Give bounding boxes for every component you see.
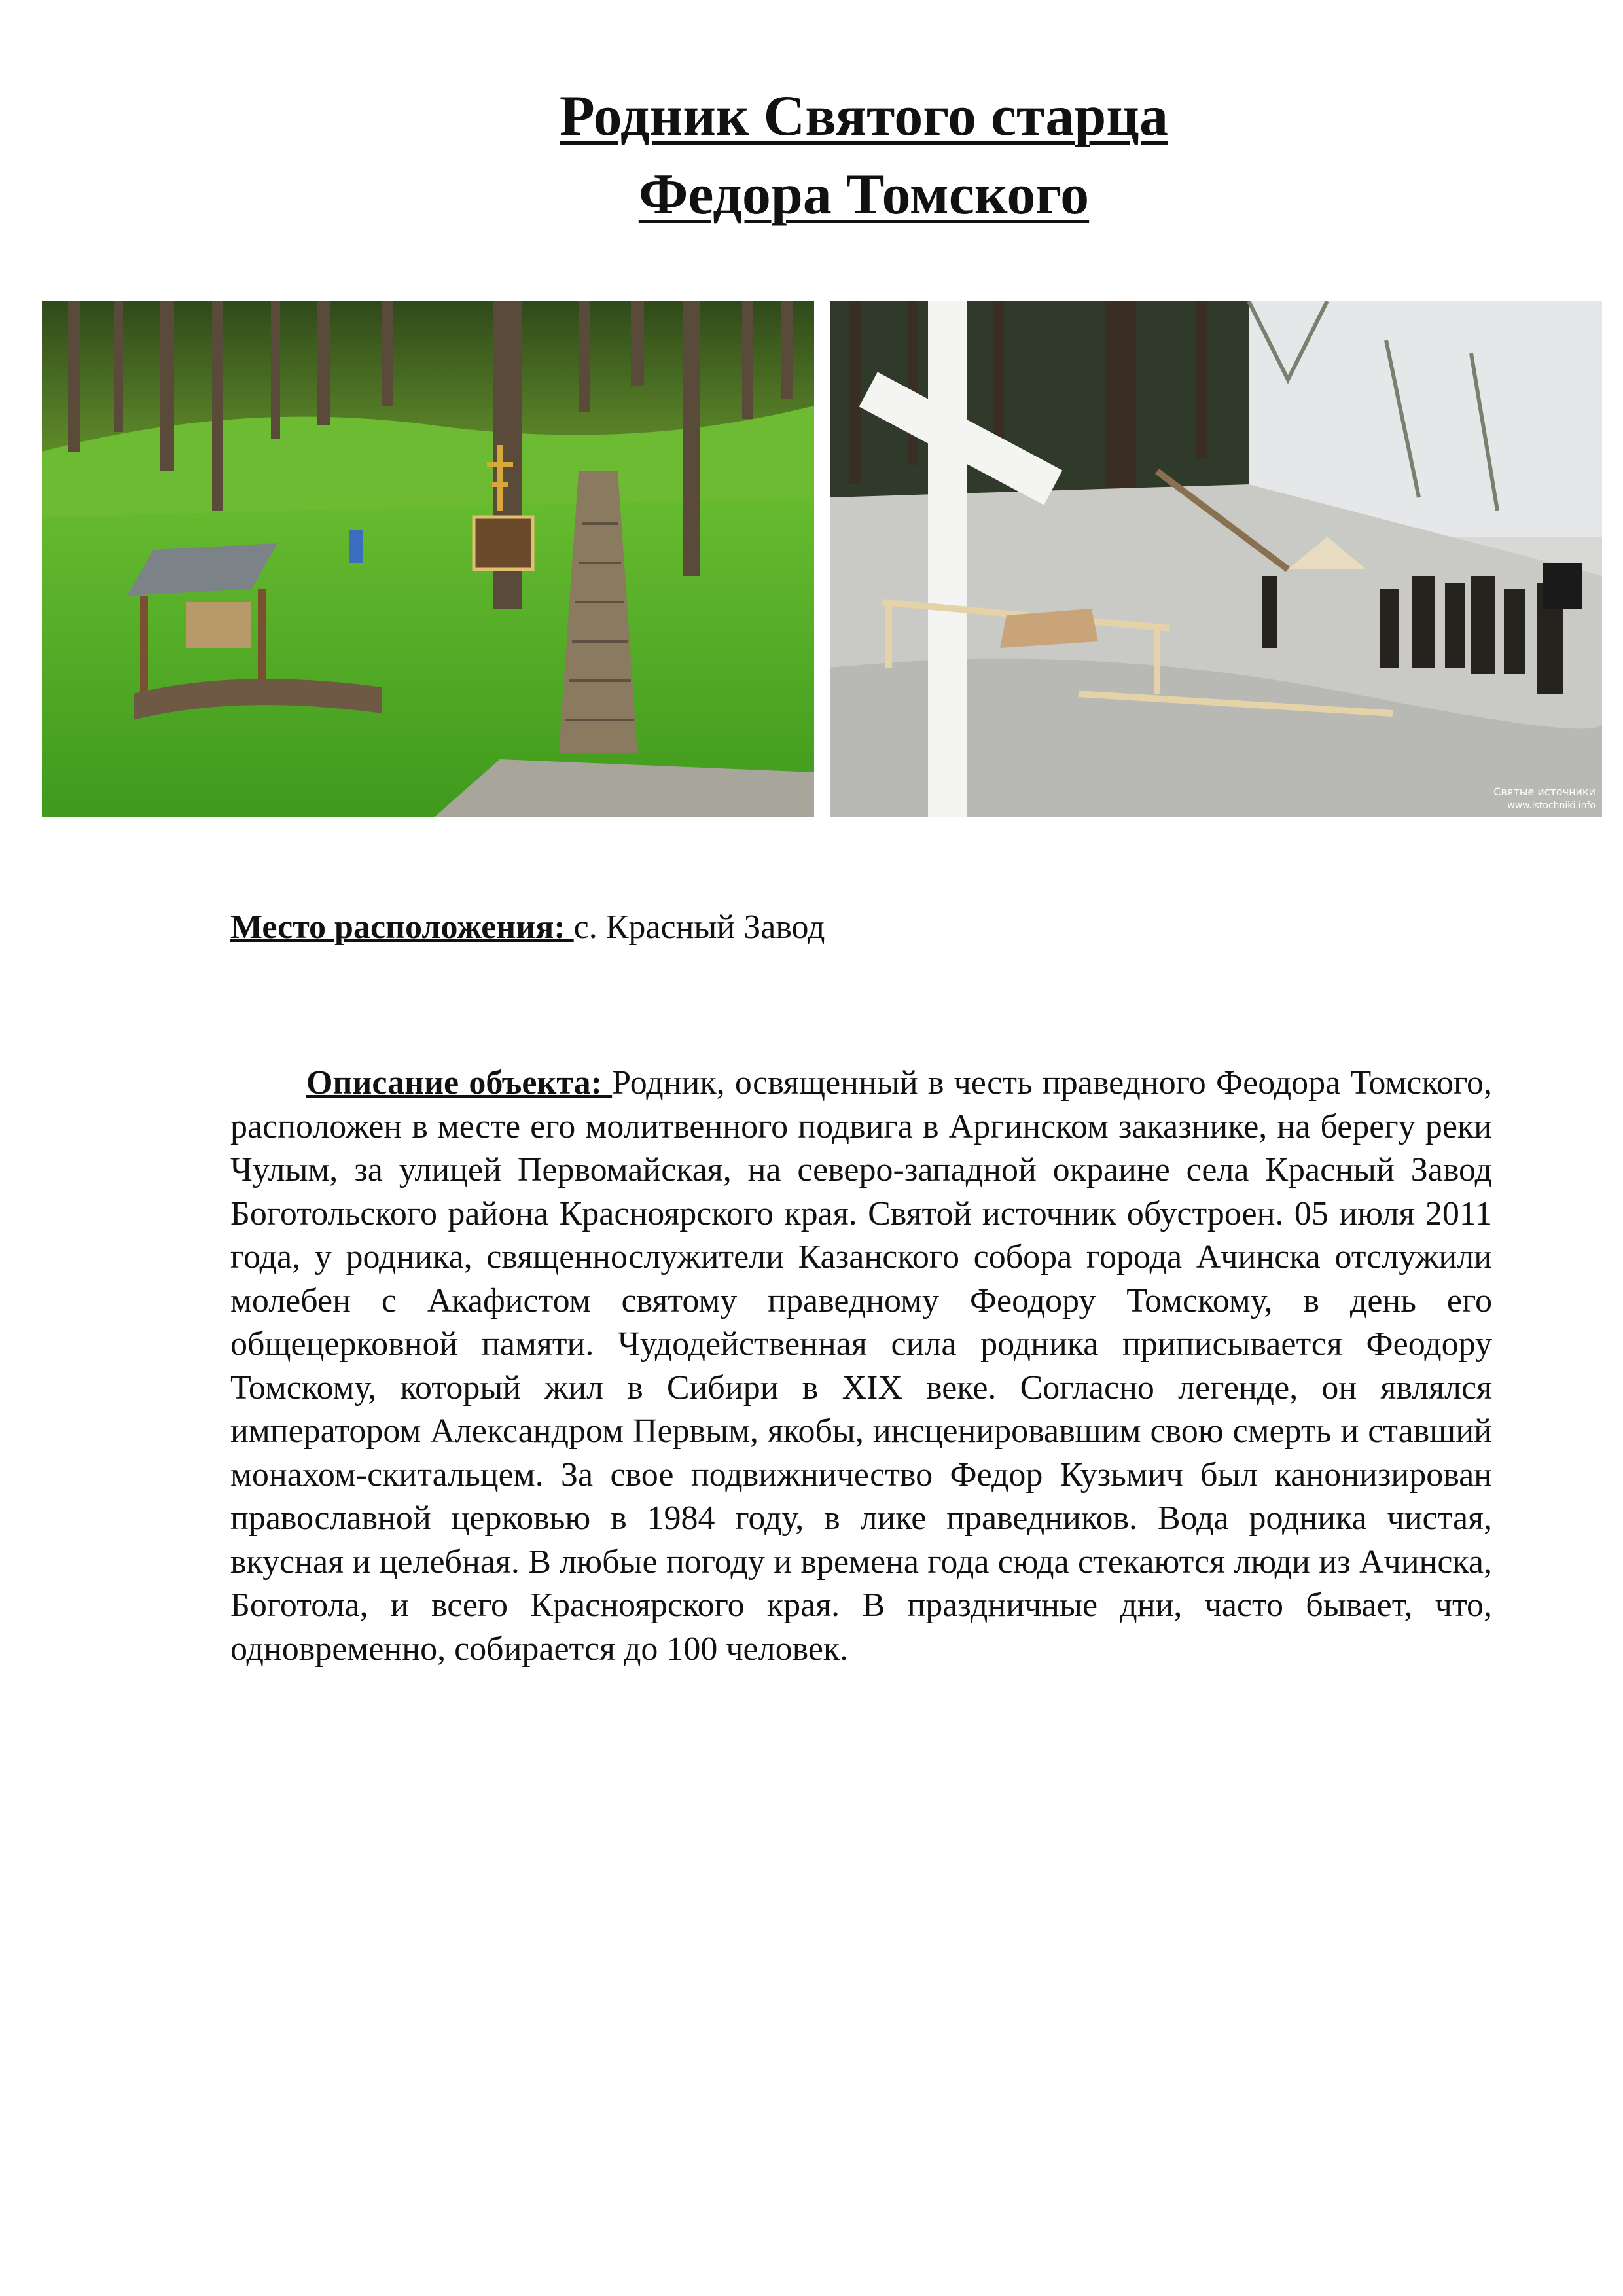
location-label: Место расположения: [230,908,574,946]
spring-winter-photo [830,301,1602,817]
description-text: Родник, освященный в честь праведного Феодора Томского, расположен в месте его молитвенного подвига в Аргинском заказнике, на берегу реки Чулым, за улицей Первомайская, на северо-западной окраине села Красный Завод Боготольского района Красноярского края. Святой источник обустроен. 05 июля 2011 года, у родника, священнослужители Казанского собора города Ачинска отслужили молебен с Акафистом святому праведному Феодору Томскому, в день его общецерковной памяти. Чудодейственная сила родника приписывается Феодору Томскому, который жил в Сибири в XIX веке. Согласно легенде, он являлся императором Александром Первым, якобы, инсценировавшим свою смерть и ставший монахом-скитальцем. За свое подвижничество Федор Кузьмич был канонизирован православной церковью в 1984 году, в лике праведников. Вода родника чистая, вкусная и целебная. В любые погоду и времена года сюда стекаются люди из Ачинска, Боготола, и всего Красноярского края. В праздничные дни, часто бывает, что, одновременно, собирается до 100 человек. [230,1064,1492,1668]
location-line [230,906,825,948]
page-title [0,77,1623,234]
watermark-line-2: www.istochniki.info [1507,800,1596,811]
watermark-line-1: Святые источники [1493,785,1596,798]
description-label: Описание объекта: [306,1064,613,1102]
description-paragraph [230,1062,1492,1671]
spring-winter-illustration [830,301,1602,817]
spring-summer-illustration [42,301,814,817]
title-line-1: Родник Святого старца [559,84,1168,148]
spring-summer-photo [42,301,814,817]
title-line-2: Федора Томского [638,163,1090,226]
location-value: с. Красный Завод [573,908,825,946]
